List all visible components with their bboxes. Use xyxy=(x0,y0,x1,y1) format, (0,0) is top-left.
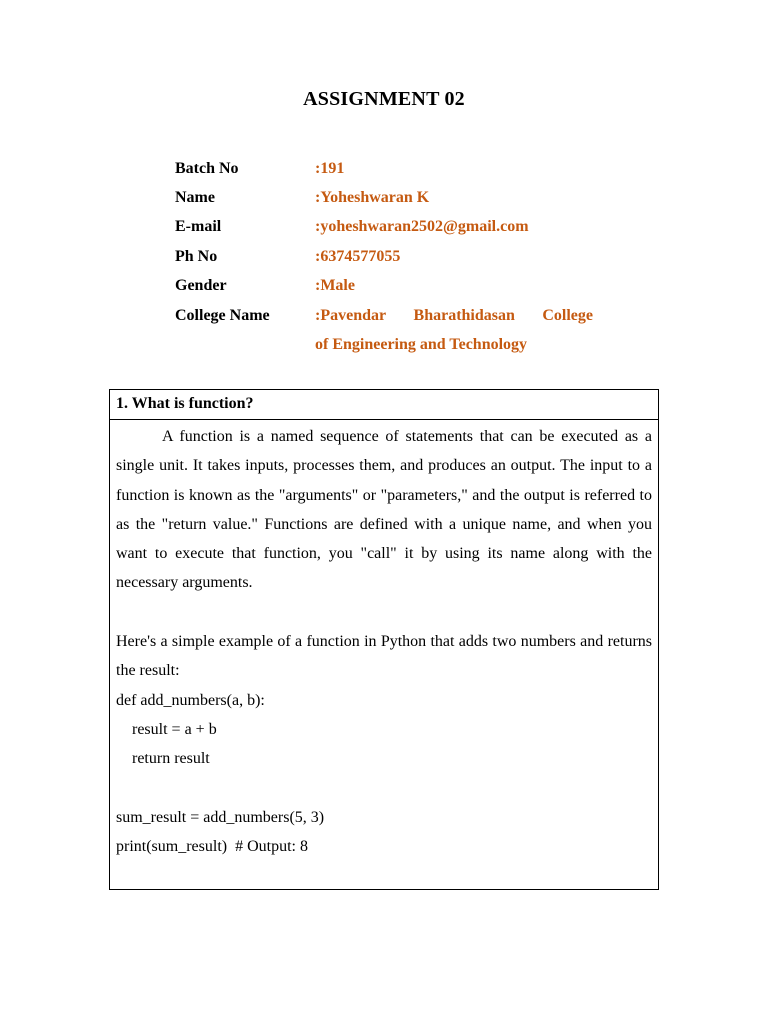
college-row xyxy=(175,301,593,330)
student-info-block xyxy=(175,154,593,360)
phone-row xyxy=(175,242,593,271)
code-line-sum: sum_result = add_numbers(5, 3) xyxy=(116,808,325,826)
phone-value: :6374577055 xyxy=(315,247,401,265)
question-heading: 1. What is function? xyxy=(110,390,658,420)
gender-row xyxy=(175,272,593,301)
code-line-result: result = a + b xyxy=(116,720,217,738)
email-label: E-mail xyxy=(175,218,222,236)
college-row-continued xyxy=(175,330,593,359)
college-value-word3: College xyxy=(542,306,593,324)
code-line-print: print(sum_result) # Output: 8 xyxy=(116,838,308,856)
batch-label: Batch No xyxy=(175,159,239,177)
phone-label: Ph No xyxy=(175,247,218,265)
answer-paragraph-1: A function is a named sequence of statements that can be executed as a single unit. It takes inputs, processes them, and produces an output. The input to a function is known as the "arguments" or "parameters," and the output is referred to as the "return value." Functions are defined with a unique name, and when you want to execute that function, you "call" it by using its name along with the necessary arguments. xyxy=(116,428,652,592)
blank-line xyxy=(116,598,652,627)
code-line-def: def add_numbers(a, b): xyxy=(116,691,265,709)
name-label: Name xyxy=(175,189,215,207)
gender-label: Gender xyxy=(175,277,227,295)
answer-paragraph-2: Here's a simple example of a function in Python that adds two numbers and returns the result: xyxy=(116,633,652,680)
batch-value: :191 xyxy=(315,159,345,177)
college-value-line2: of Engineering and Technology xyxy=(315,336,528,354)
college-value xyxy=(315,307,593,325)
name-row xyxy=(175,183,593,212)
email-value: :yoheshwaran2502@gmail.com xyxy=(315,218,529,236)
question-box xyxy=(109,389,659,890)
gender-value: :Male xyxy=(315,277,355,295)
code-line-return: return result xyxy=(116,750,210,768)
college-value-word2: Bharathidasan xyxy=(413,306,515,324)
answer-body xyxy=(110,420,658,861)
blank-line xyxy=(116,774,652,803)
college-label: College Name xyxy=(175,306,270,324)
college-value-word1: :Pavendar xyxy=(315,306,387,324)
name-value: :Yoheshwaran K xyxy=(315,189,430,207)
batch-row xyxy=(175,154,593,183)
document-title: ASSIGNMENT 02 xyxy=(303,88,465,110)
email-row xyxy=(175,213,593,242)
